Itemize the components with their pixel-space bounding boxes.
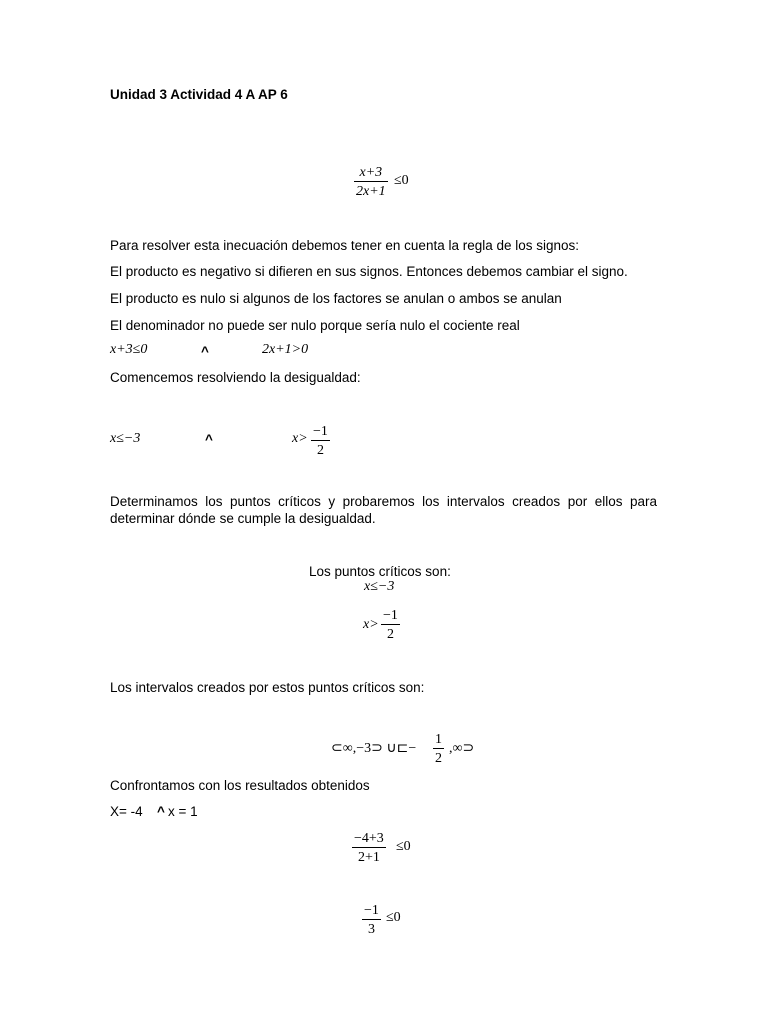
test-and-caret: ^ <box>157 804 165 819</box>
paragraph-critical-points: Determinamos los puntos críticos y probaremos los intervalos creados por ellos para determinar dónde se cumple la desigualdad. <box>110 494 657 526</box>
interval-numerator: 1 <box>435 732 442 747</box>
main-denominator: 2x+1 <box>356 184 386 199</box>
test-equation-1-denominator: 2+1 <box>357 850 380 865</box>
critical-point-2-denominator: 2 <box>386 627 394 642</box>
test-equation-2-numerator: −1 <box>364 903 379 918</box>
solution-right-prefix: x> <box>292 431 308 446</box>
critical-point-1: x≤−3 <box>364 579 395 594</box>
main-relation: ≤0 <box>394 173 409 188</box>
solution-right-numerator: −1 <box>313 424 328 439</box>
paragraph-start-solving: Comencemos resolviendo la desigualdad: <box>110 370 361 385</box>
main-numerator: x+3 <box>359 165 383 180</box>
test-equation-2-relation: ≤0 <box>386 910 401 925</box>
paragraph-intervals: Los intervalos creados por estos puntos críticos son: <box>110 680 425 695</box>
test-value-a: X= -4 <box>110 804 143 819</box>
test-equation-2-fraction <box>362 903 381 937</box>
test-equation-1-numerator: −4+3 <box>354 831 384 846</box>
solution-and-caret: ^ <box>205 432 213 447</box>
test-equation-1-fraction <box>352 831 386 865</box>
paragraph-signs-rule: Para resolver esta inecuación debemos tener en cuenta la regla de los signos: <box>110 238 580 253</box>
test-value-b: x = 1 <box>168 804 198 819</box>
system-and-caret: ^ <box>201 344 209 359</box>
paragraph-confront: Confrontamos con los resultados obtenidos <box>110 778 370 793</box>
paragraph-negative-product: El producto es negativo si difieren en sus signos. Entonces debemos cambiar el signo. <box>110 264 628 279</box>
paragraph-null-product: El producto es nulo si algunos de los factores se anulan o ambos se anulan <box>110 291 562 306</box>
solution-right-fraction <box>311 424 330 458</box>
paragraph-denominator: El denominador no puede ser nulo porque sería nulo el cociente real <box>110 318 520 333</box>
critical-points-label: Los puntos críticos son: <box>309 564 451 579</box>
interval-denominator: 2 <box>435 751 442 766</box>
main-inequality <box>354 165 434 205</box>
test-equation-2-denominator: 3 <box>367 922 375 937</box>
page-title: Unidad 3 Actividad 4 A AP 6 <box>110 87 288 102</box>
system-right-inequality: 2x+1>0 <box>262 342 309 357</box>
interval-right: ,∞⊃ <box>449 741 475 756</box>
test-equation-1-relation: ≤0 <box>396 839 411 854</box>
critical-point-2-fraction <box>381 608 400 642</box>
interval-fraction <box>433 732 444 766</box>
main-fraction <box>354 165 388 199</box>
critical-point-2-numerator: −1 <box>383 608 398 623</box>
system-left-inequality: x+3≤0 <box>110 342 148 357</box>
solution-right-denominator: 2 <box>316 443 324 458</box>
critical-point-2-prefix: x> <box>363 617 379 632</box>
interval-left: ⊂∞,−3⊃ ∪⊏− <box>331 741 417 756</box>
solution-left: x≤−3 <box>110 431 141 446</box>
